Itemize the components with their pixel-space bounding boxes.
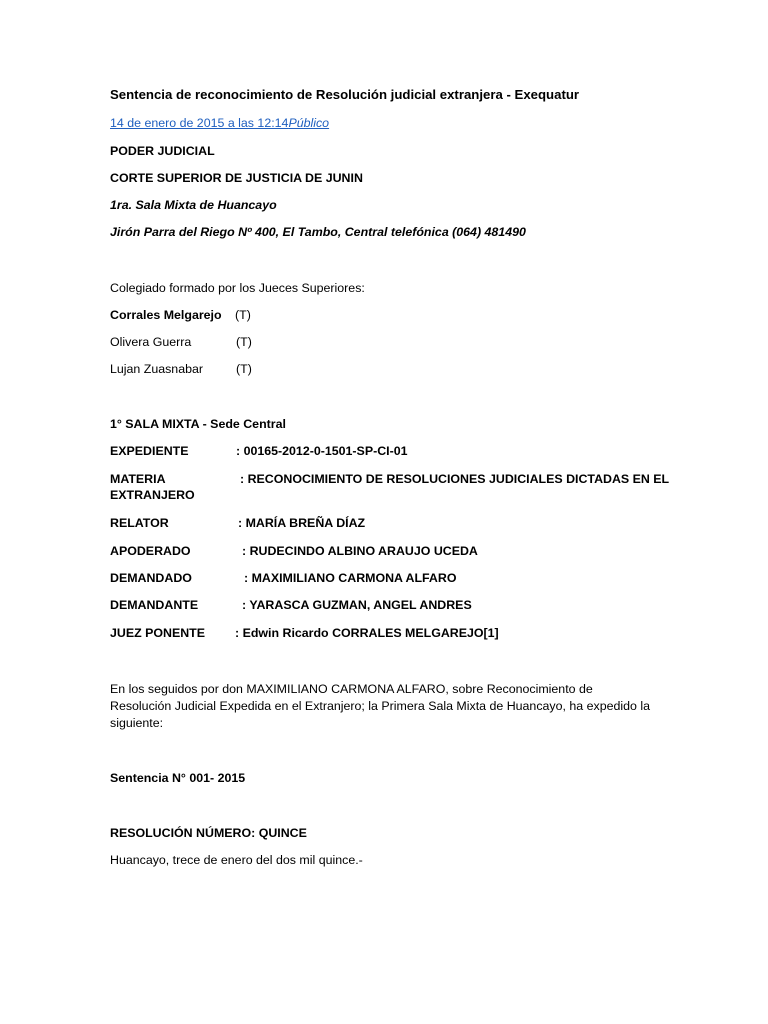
court-sala: 1ra. Sala Mixta de Huancayo [110, 198, 277, 212]
field-value-expediente: : 00165-2012-0-1501-SP-CI-01 [236, 444, 408, 458]
field-label-materia: MATERIA [110, 472, 166, 486]
field-label-relator: RELATOR [110, 516, 169, 530]
field-label-demandante: DEMANDANTE [110, 598, 199, 612]
resolucion-number: RESOLUCIÓN NÚMERO: QUINCE [110, 826, 307, 840]
court-superior: CORTE SUPERIOR DE JUSTICIA DE JUNIN [110, 171, 363, 185]
intro-paragraph: En los seguidos por don MAXIMILIANO CARMONA ALFARO, sobre Reconocimiento de Resolución Judicial Expedida en el Extranjero; la Primera Sala Mixta de Huancayo, ha expedido la siguiente: [110, 682, 650, 730]
document-title: Sentencia de reconocimiento de Resolución judicial extranjera - Exequatur [110, 87, 580, 102]
sentencia-number: Sentencia N° 001- 2015 [110, 771, 246, 785]
field-label-juez-ponente: JUEZ PONENTE [110, 626, 206, 640]
court-address: Jirón Parra del Riego Nº 400, El Tambo, Central telefónica (064) 481490 [110, 225, 526, 239]
court-name: PODER JUDICIAL [110, 144, 215, 158]
judge-name: Lujan Zuasnabar [110, 362, 203, 376]
field-label-expediente: EXPEDIENTE [110, 444, 189, 458]
field-label-demandado: DEMANDADO [110, 571, 192, 585]
place-date: Huancayo, trece de enero del dos mil quince.- [110, 853, 363, 867]
judge-mark: (T) [236, 362, 252, 376]
colegiado-intro: Colegiado formado por los Jueces Superiores: [110, 281, 365, 295]
judge-mark: (T) [236, 335, 252, 349]
date-line [110, 115, 329, 131]
field-label-apoderado: APODERADO [110, 544, 191, 558]
date-link[interactable]: 14 de enero de 2015 a las 12:14 [110, 116, 289, 130]
judge-mark: (T) [235, 308, 251, 322]
field-value-demandado: : MAXIMILIANO CARMONA ALFARO [244, 571, 457, 585]
field-value-apoderado: : RUDECINDO ALBINO ARAUJO UCEDA [242, 544, 478, 558]
visibility-link[interactable]: Público [288, 116, 330, 130]
judge-name: Corrales Melgarejo [110, 308, 222, 322]
field-value-materia-continuation: EXTRANJERO [110, 488, 195, 502]
field-value-materia: : RECONOCIMIENTO DE RESOLUCIONES JUDICIALES DICTADAS EN EL [240, 472, 670, 486]
judge-name: Olivera Guerra [110, 335, 192, 349]
field-value-demandante: : YARASCA GUZMAN, ANGEL ANDRES [242, 598, 472, 612]
sala-heading: 1° SALA MIXTA - Sede Central [110, 417, 286, 431]
field-value-juez-ponente: : Edwin Ricardo CORRALES MELGAREJO[1] [235, 626, 499, 640]
field-value-relator: : MARÍA BREÑA DÍAZ [238, 516, 366, 530]
